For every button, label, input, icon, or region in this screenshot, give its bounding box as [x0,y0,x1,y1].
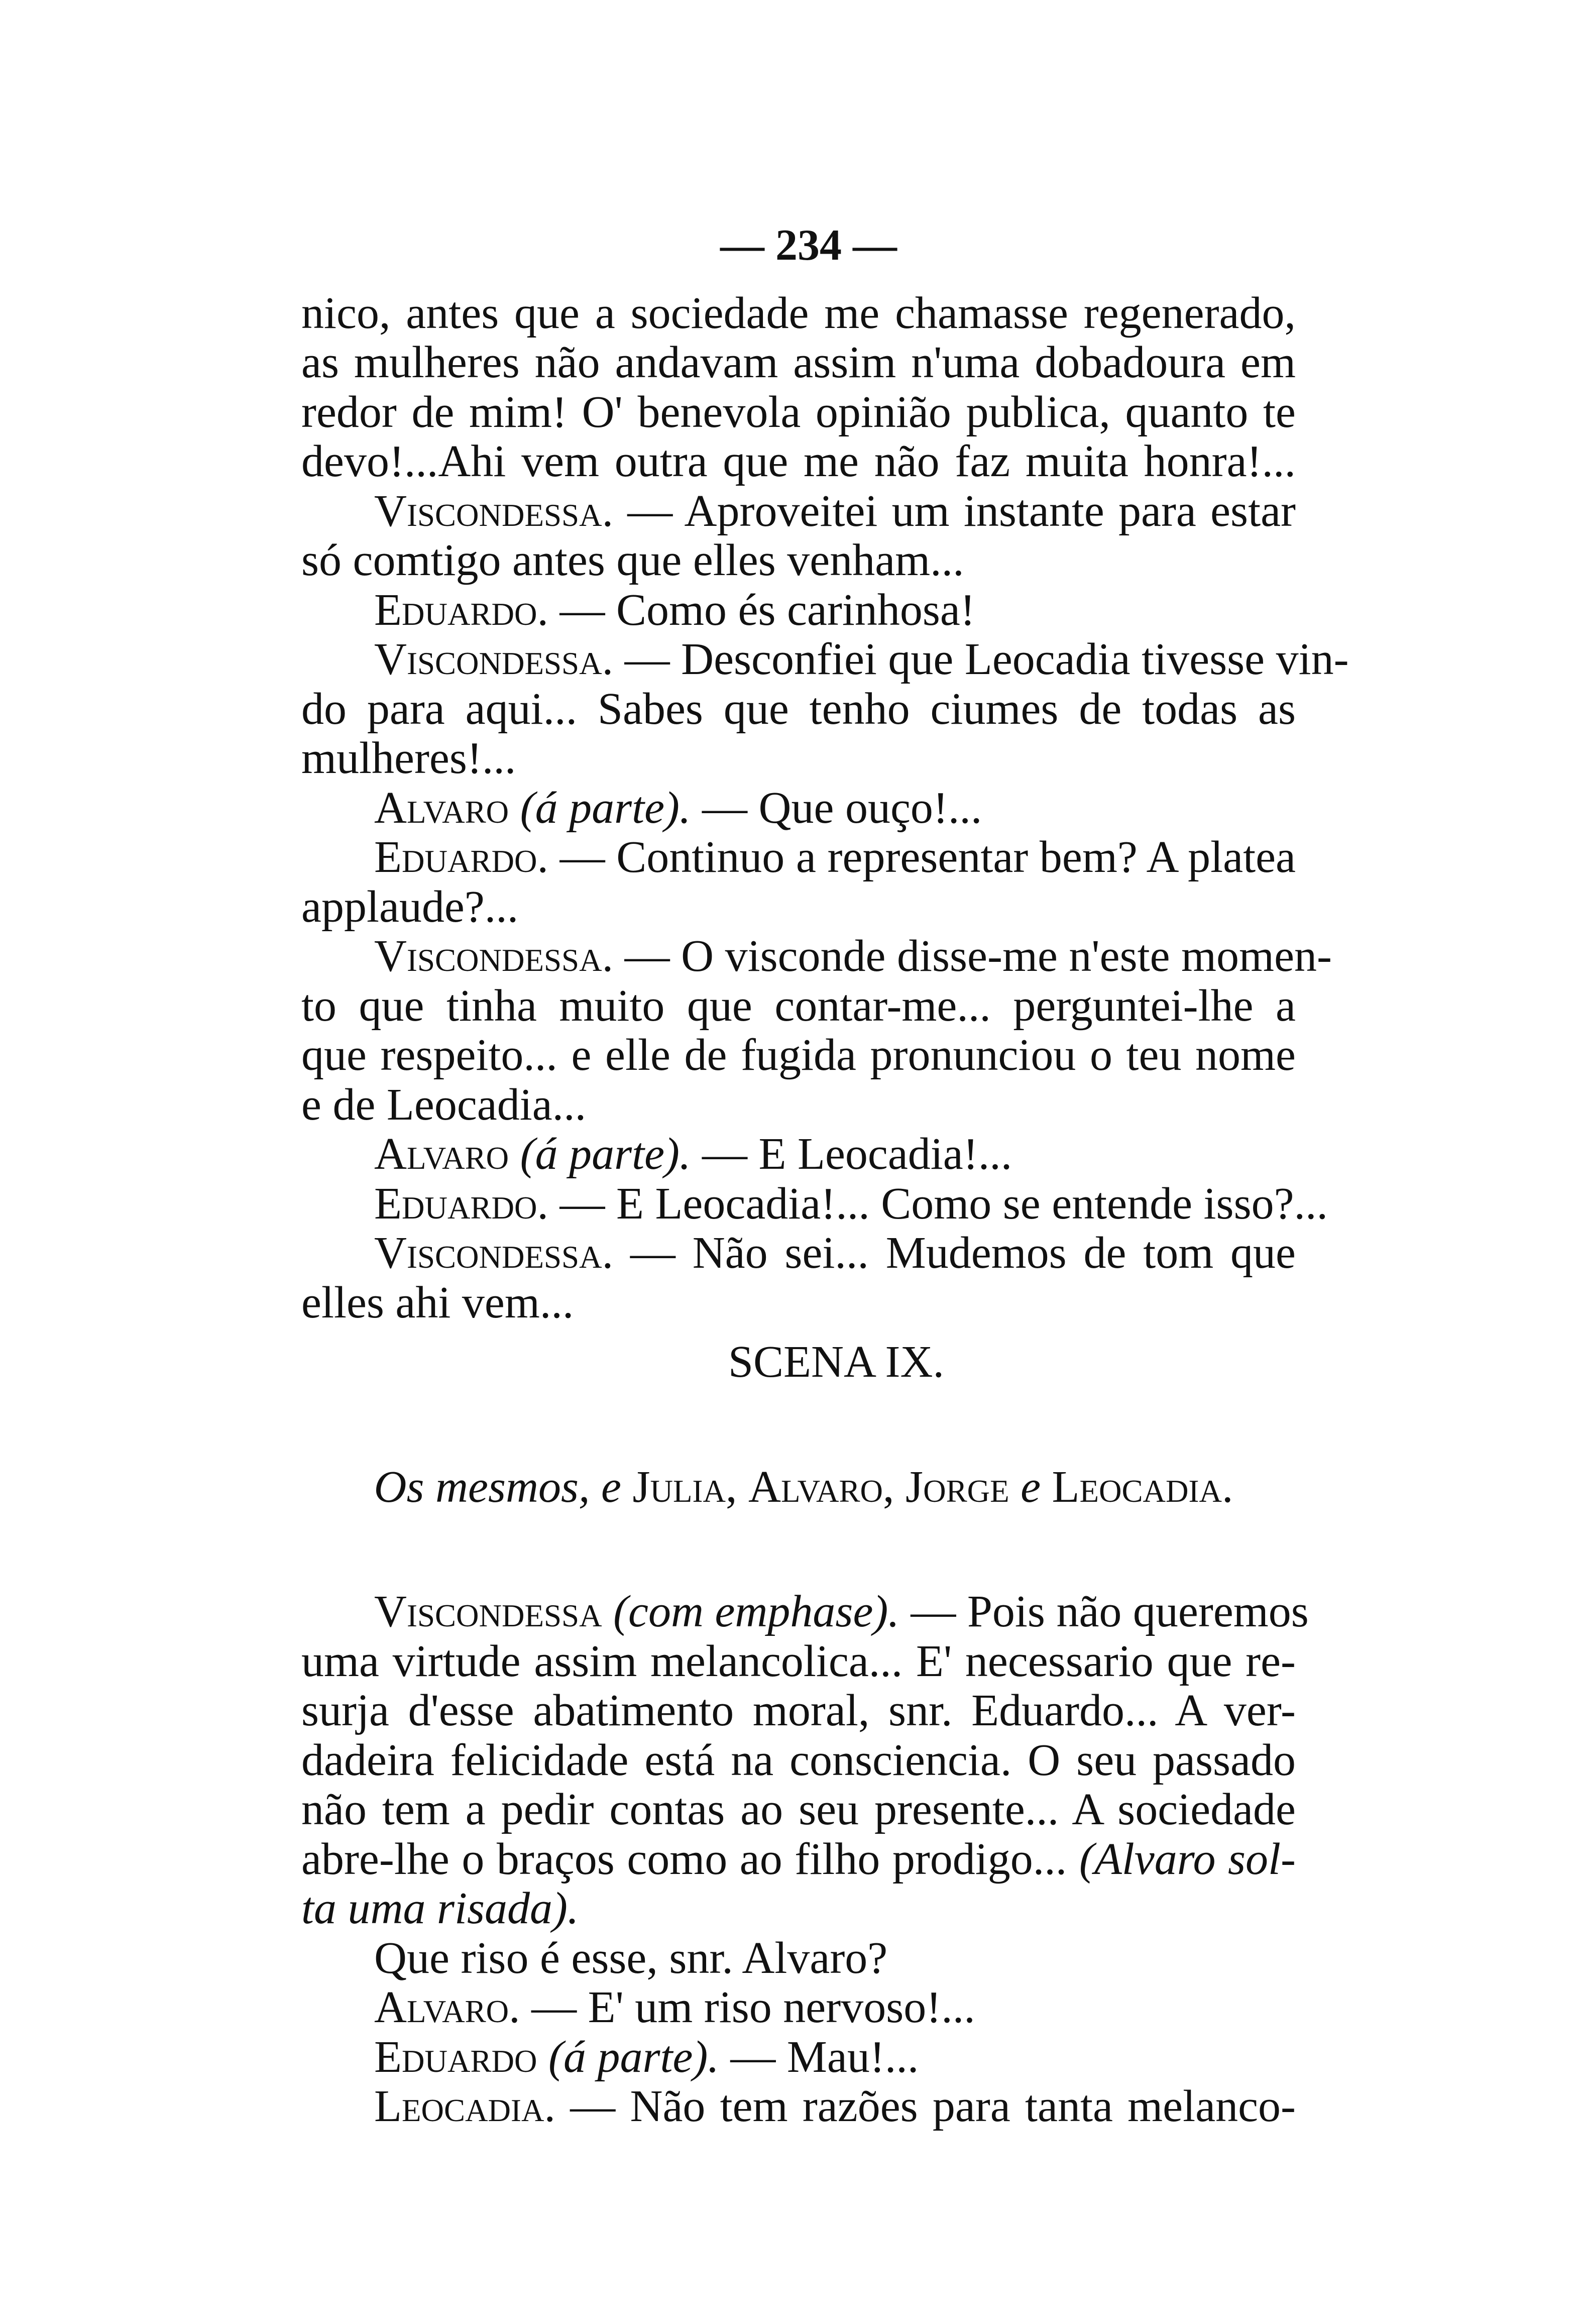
scene-heading: SCENA IX. [728,1337,945,1387]
text-line: applaude?... [301,881,519,932]
speaker-name: Eduardo. [374,1178,548,1229]
text-line: que respeito... e elle de fugida pronunciou o teu nome [301,1030,1296,1080]
stage-direction: ta uma risada). [301,1884,579,1933]
dialogue-line [301,1983,1296,2033]
text-line: dadeira felicidade está na consciencia. O seu passado [301,1735,1296,1785]
dialogue-line [301,833,1296,882]
text-line: elles ahi vem... [301,1277,574,1327]
dialogue-line [301,1587,1309,1637]
stage-direction: (á parte). [520,783,691,833]
text-line: surja d'esse abatimento moral, snr. Eduardo... A ver- [301,1686,1296,1735]
book-page [301,221,1349,2132]
speaker-name: Leocadia. [374,2081,555,2131]
speaker-name: Viscondessa [374,1587,602,1636]
character-leocadia: Leocadia. [1052,1462,1233,1512]
character-jorge: Jorge [906,1462,1009,1512]
text-line: não tem a pedir contas ao seu presente... A sociedade [301,1785,1296,1834]
text-line: e de Leocadia... [301,1079,587,1130]
speaker-name: Viscondessa. [374,634,614,684]
speaker-name: Eduardo. [374,832,548,882]
speech-text: — Aproveitei um instante para estar [627,486,1296,536]
speaker-name: Viscondessa. [374,931,614,981]
speaker-name: Alvaro [374,783,509,833]
text-line: devo!...Ahi vem outra que me não faz muita honra!... [301,436,1296,486]
speaker-name: Viscondessa. [374,1228,614,1278]
text-line: to que tinha muito que contar-me... perguntei-lhe a [301,980,1296,1031]
persons-conjunction: e [601,1462,621,1512]
text-line: só comtigo antes que elles venham... [301,535,964,585]
persons-prefix: Os mesmos, [374,1462,590,1512]
text-line: do para aqui... Sabes que tenho ciumes de todas as [301,684,1296,734]
stage-direction: (á parte). [520,1129,691,1179]
speaker-name: Eduardo. [374,585,548,635]
speech-text: — E Leocadia!... [702,1129,1012,1179]
dialogue-line [301,2033,1296,2082]
character-alvaro: Alvaro, [748,1462,894,1512]
stage-direction: (á parte). [548,2032,719,2082]
dialogue-line [301,586,1296,635]
text-line: Que riso é esse, snr. Alvaro? [374,1933,888,1983]
text-line [301,1884,1296,1934]
speaker-name: Viscondessa. [374,486,614,536]
speech-text: — Mau!... [730,2032,919,2082]
speech-text: — Como és carinhosa! [559,585,975,635]
speech-text: — E Leocadia!... Como se entende isso?... [559,1178,1328,1229]
speech-text: — Que ouço!... [702,783,982,833]
text-line [301,1835,1296,1885]
speech-text: — Não tem razões para tanta melanco- [570,2081,1296,2131]
speech-text: — Pois não queremos [911,1587,1309,1636]
speech-text: — O visconde disse-me n'este momen- [624,931,1332,981]
dialogue-line [301,784,1296,833]
speech-text: — Desconfiei que Leocadia tivesse vin- [624,634,1349,684]
text-line: uma virtude assim melancolica... E' necessario que re- [301,1636,1296,1686]
dialogue-line [301,931,1332,981]
character-julia: Julia, [632,1462,737,1512]
speech-text: — Não sei... Mudemos de tom que [630,1228,1296,1278]
text-line: mulheres!... [301,733,516,783]
speech-text: — E' um riso nervoso!... [531,1982,975,2032]
text-line: nico, antes que a sociedade me chamasse regenerado, [301,288,1296,338]
dialogue-line [301,487,1296,536]
dialogue-line [301,2082,1296,2132]
stage-direction: (Alvaro sol- [1079,1834,1296,1884]
stage-direction: (com emphase). [613,1587,899,1636]
speaker-name: Alvaro. [374,1982,520,2032]
text-line: redor de mim! O' benevola opinião publica, quanto te [301,387,1296,437]
speaker-name: Eduardo [374,2032,537,2082]
speaker-name: Alvaro [374,1129,509,1179]
speech-text: — Continuo a representar bem? A platea [559,832,1296,882]
page-number: — 234 — [720,221,897,270]
dialogue-line [301,1130,1296,1179]
persons-conjunction: e [1021,1462,1041,1512]
dialogue-line [301,1229,1296,1278]
dialogue-line [301,634,1349,685]
text-line: as mulheres não andavam assim n'uma dobadoura em [301,338,1296,387]
scene-persons [301,1463,1296,1512]
dialogue-line [301,1178,1328,1229]
speech-text: abre-lhe o braços como ao filho prodigo... [301,1834,1067,1884]
